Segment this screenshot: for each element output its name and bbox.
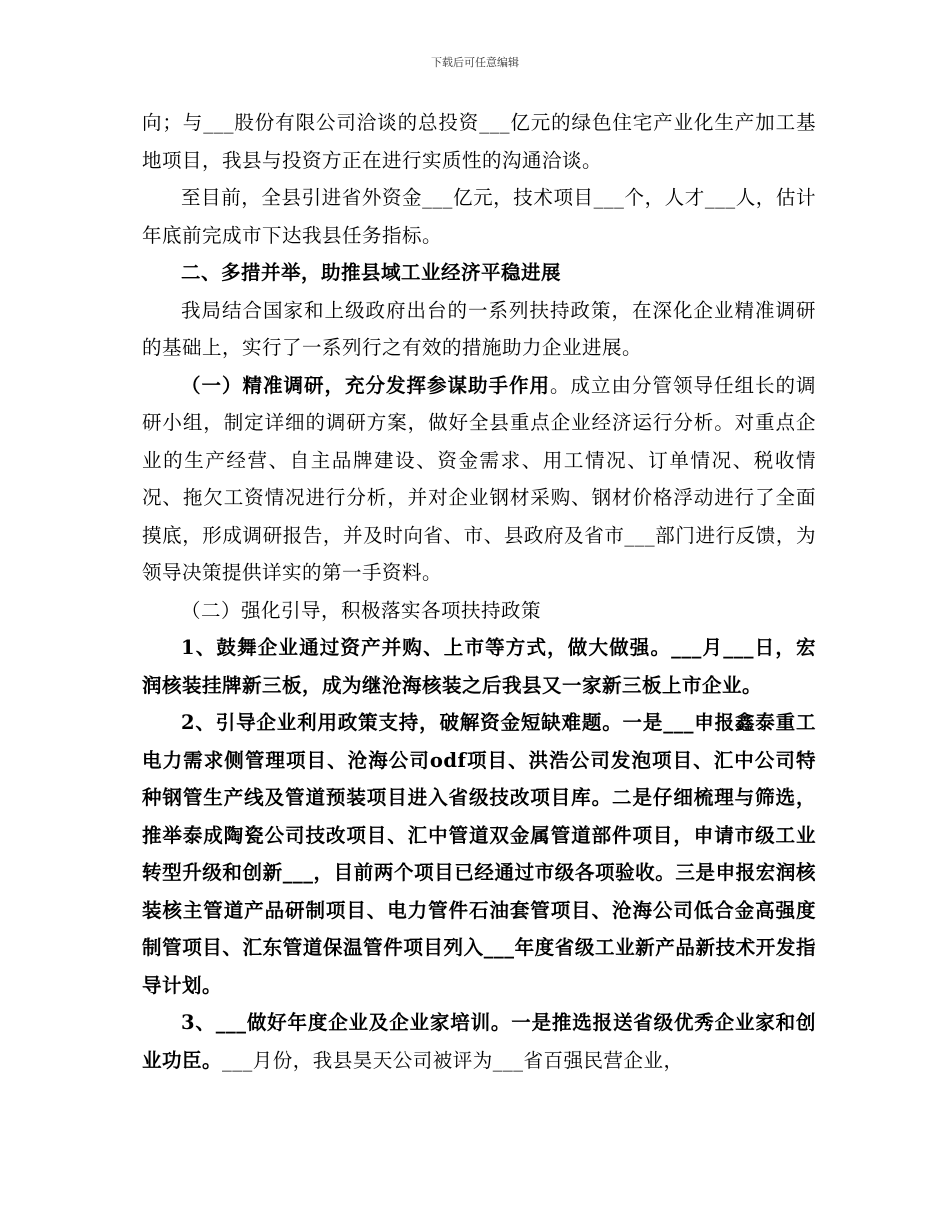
subheading-guidance: （二）强化引导，积极落实各项扶持政策 <box>181 598 542 622</box>
paragraph-item-3-text: ___月份，我县昊天公司被评为___省百强民营企业， <box>222 1048 684 1072</box>
page-header: 下载后可任意编辑 <box>431 56 519 69</box>
section-heading-2: 二、多措并举，助推县域工业经济平稳进展 <box>181 261 562 284</box>
paragraph-item-3-bold: 3、___做好年度企业及企业家培训。一是推选报送省级优秀企业家和创业功臣。 <box>142 1011 816 1072</box>
paragraph-intro: 我局结合国家和上级政府出台的一系列扶持政策，在深化企业精准调研的基础上，实行了一系列行之有效的措施助力企业进展。 <box>142 298 816 359</box>
paragraph-item-1: 1、鼓舞企业通过资产并购、上市等方式，做大做强。___月___日，宏润核装挂牌新三板，成为继沧海核装之后我县又一家新三板上市企业。 <box>142 636 816 697</box>
document-body <box>142 104 816 1079</box>
paragraph-research-text: 。成立由分管领导任组长的调研小组，制定详细的调研方案，做好全县重点企业经济运行分析。对重点企业的生产经营、自主品牌建设、资金需求、用工情况、订单情况、税收情况、拖欠工资情况进行分析，并对企业钢材采购、钢材价格浮动进行了全面摸底，形成调研报告，并及时向省、市、县政府及省市___部门进行反馈，为领导决策提供详实的第一手资料。 <box>142 373 816 584</box>
paragraph-continuation: 向；与___股份有限公司洽谈的总投资___亿元的绿色住宅产业化生产加工基地项目，我县与投资方正在进行实质性的沟通洽谈。 <box>142 111 816 172</box>
paragraph-research <box>142 367 816 592</box>
paragraph-summary: 至目前，全县引进省外资金___亿元，技术项目___个，人才___人，估计年底前完成市下达我县任务指标。 <box>142 186 816 247</box>
subheading-research: （一）精准调研，充分发挥参谋助手作用 <box>181 373 550 397</box>
paragraph-item-3 <box>142 1004 816 1079</box>
paragraph-item-2: 2、引导企业利用政策支持，破解资金短缺难题。一是___申报鑫泰重工电力需求侧管理项目、沧海公司odf项目、洪浩公司发泡项目、汇中公司特种钢管生产线及管道预装项目进入省级技改项目库。二是仔细梳理与筛选，推举泰成陶瓷公司技改项目、汇中管道双金属管道部件项目，申请市级工业转型升级和创新___，目前两个项目已经通过市级各项验收。三是申报宏润核装核主管道产品研制项目、电力管件石油套管项目、沧海公司低合金高强度制管项目、汇东管道保温管件项目列入___年度省级工业新产品新技术开发指导计划。 <box>142 711 816 997</box>
